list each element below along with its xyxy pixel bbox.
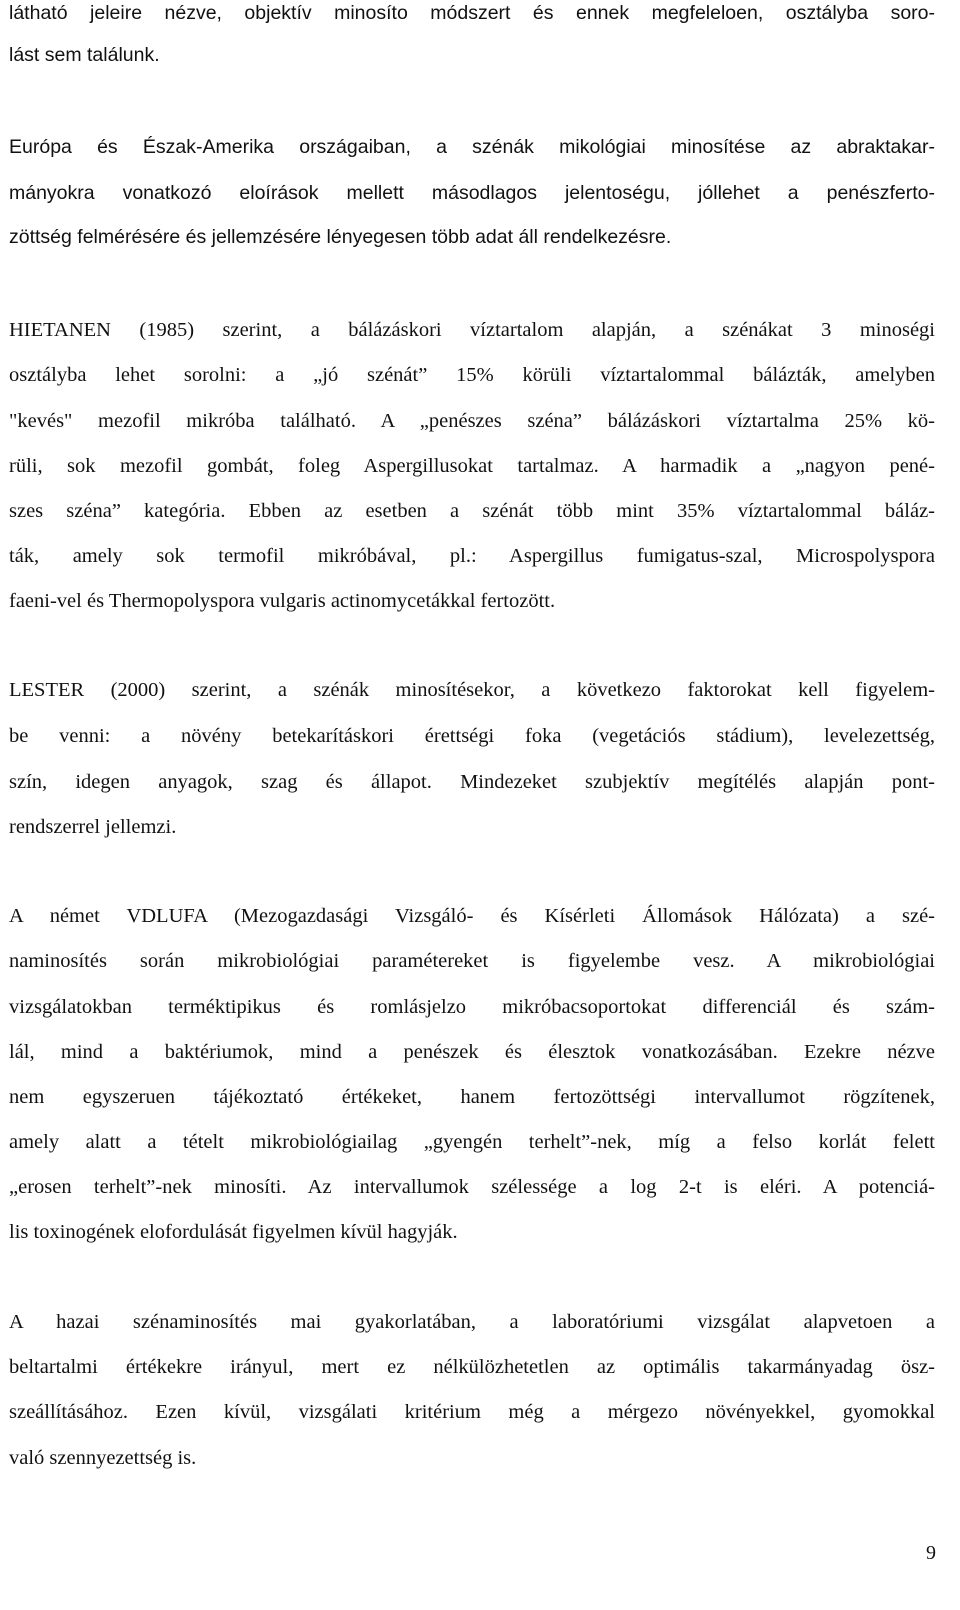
paragraph-4-line-1: LESTER (2000) szerint, a szénák minosítésekor, a következo faktorokat kell figyelem- — [9, 679, 935, 701]
paragraph-5-line-2: naminosítés során mikrobiológiai paramétereket is figyelembe vesz. A mikrobiológiai — [9, 950, 935, 972]
paragraph-4-line-3: szín, idegen anyagok, szag és állapot. Mindezeket szubjektív megítélés alapján pont- — [9, 771, 935, 793]
paragraph-6-line-4: való szennyezettség is. — [9, 1447, 197, 1469]
paragraph-5-line-4: lál, mind a baktériumok, mind a penészek és élesztok vonatkozásában. Ezekre nézve — [9, 1041, 935, 1063]
paragraph-5-line-7: „erosen terhelt”-nek minosíti. Az intervallumok szélessége a log 2-t is eléri. A potenciá- — [9, 1176, 935, 1198]
paragraph-4-line-2: be venni: a növény betekarításkori érettségi foka (vegetációs stádium), levelezettség, — [9, 725, 935, 747]
paragraph-1-line-1: látható jeleire nézve, objektív minosíto módszert és ennek megfeleloen, osztályba soro- — [9, 2, 935, 24]
paragraph-3-line-7: faeni-vel és Thermopolyspora vulgaris actinomycetákkal fertozött. — [9, 590, 556, 612]
page-number: 9 — [926, 1542, 936, 1564]
paragraph-6-line-1: A hazai szénaminosítés mai gyakorlatában, a laboratóriumi vizsgálat alapvetoen a — [9, 1311, 935, 1333]
paragraph-6-line-3: szeállításához. Ezen kívül, vizsgálati kritérium még a mérgezo növényekkel, gyomokkal — [9, 1401, 935, 1423]
paragraph-5-line-1: A német VDLUFA (Mezogazdasági Vizsgáló- és Kísérleti Állomások Hálózata) a szé- — [9, 905, 935, 927]
paragraph-2-line-3: zöttség felmérésére és jellemzésére lényegesen több adat áll rendelkezésre. — [9, 226, 672, 248]
paragraph-5-line-5: nem egyszeruen tájékoztató értékeket, hanem fertozöttségi intervallumot rögzítenek, — [9, 1086, 935, 1108]
paragraph-1-line-2: lást sem találunk. — [9, 44, 160, 66]
paragraph-3-line-5: szes széna” kategória. Ebben az esetben a szénát több mint 35% víztartalommal báláz- — [9, 500, 935, 522]
paragraph-6-line-2: beltartalmi értékekre irányul, mert ez nélkülözhetetlen az optimális takarmányadag ösz- — [9, 1356, 935, 1378]
paragraph-3-line-6: ták, amely sok termofil mikróbával, pl.: Aspergillus fumigatus-szal, Microspolyspora — [9, 545, 935, 567]
paragraph-4-line-4: rendszerrel jellemzi. — [9, 816, 177, 838]
paragraph-3-line-4: rüli, sok mezofil gombát, foleg Aspergillusokat tartalmaz. A harmadik a „nagyon pené- — [9, 455, 935, 477]
paragraph-3-line-1: HIETANEN (1985) szerint, a bálázáskori víztartalom alapján, a szénákat 3 minoségi — [9, 319, 935, 341]
paragraph-2-line-2: mányokra vonatkozó eloírások mellett másodlagos jelentoségu, jóllehet a penészferto- — [9, 182, 935, 204]
paragraph-2-line-1: Európa és Észak-Amerika országaiban, a szénák mikológiai minosítése az abraktakar- — [9, 136, 935, 158]
paragraph-5-line-8: lis toxinogének elofordulását figyelmen kívül hagyják. — [9, 1221, 458, 1243]
paragraph-5-line-6: amely alatt a tételt mikrobiológiailag „gyengén terhelt”-nek, míg a felso korlát felett — [9, 1131, 935, 1153]
paragraph-3-line-2: osztályba lehet sorolni: a „jó szénát” 15% körüli víztartalommal bálázták, amelyben — [9, 364, 935, 386]
paragraph-3-line-3: "kevés" mezofil mikróba található. A „penészes széna” bálázáskori víztartalma 25% kö- — [9, 410, 935, 432]
paragraph-5-line-3: vizsgálatokban terméktipikus és romlásjelzo mikróbacsoportokat differenciál és szám- — [9, 996, 935, 1018]
